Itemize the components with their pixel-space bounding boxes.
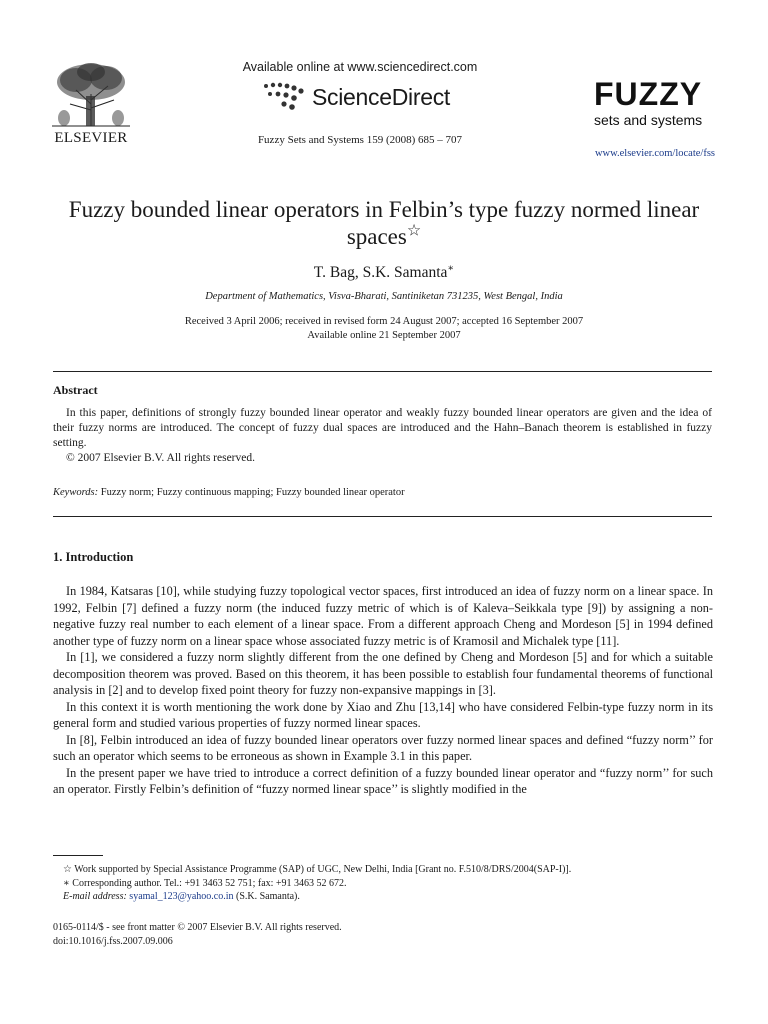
introduction-body — [53, 583, 713, 798]
publisher-name: ELSEVIER — [54, 130, 128, 146]
elsevier-logo — [46, 60, 136, 150]
keywords-text: Fuzzy norm; Fuzzy continuous mapping; Fuzzy bounded linear operator — [100, 487, 405, 498]
received-dates: Received 3 April 2006; received in revised form 24 August 2007; accepted 16 September 2007 — [184, 316, 584, 327]
issn-line: 0165-0114/$ - see front matter © 2007 Elsevier B.V. All rights reserved. — [53, 922, 342, 933]
paper-title — [60, 196, 708, 250]
sciencedirect-wordmark: ScienceDirect — [312, 84, 450, 110]
journal-reference: Fuzzy Sets and Systems 159 (2008) 685 – 707 — [257, 134, 463, 146]
abstract-bottom-rule — [53, 516, 712, 517]
available-online-date: Available online 21 September 2007 — [307, 330, 461, 341]
footnote-email — [53, 890, 713, 904]
footnote-corresponding-text: Corresponding author. Tel.: +91 3463 52 751; fax: +91 3463 52 672. — [72, 877, 347, 889]
email-owner: (S.K. Samanta). — [236, 891, 300, 902]
email-label: E-mail address: — [63, 891, 127, 902]
intro-paragraph: In [1], we considered a fuzzy norm slightly different from the one defined by Cheng and Mordeson [5] and for which a suitable decomposition theorem was proved. Based on this theorem, it has been possible to establish four fundamental theorems of functional analysis in [2] and to develop fixed point theory for fuzzy non-expansive mappings in [3]. — [53, 650, 713, 697]
affiliation: Department of Mathematics, Visva-Bharati, Santiniketan 731235, West Bengal, India — [205, 291, 563, 302]
keywords — [53, 487, 712, 498]
footnote-asterisk-mark: ∗ — [63, 877, 70, 889]
intro-paragraph: In [8], Felbin introduced an idea of fuzzy bounded linear operators over fuzzy normed linear spaces and defined “fuzzy norm’’ for such an operator which seems to be erroneous as shown in Example 3.1 in this paper. — [53, 732, 713, 763]
footnote-rule — [53, 855, 103, 856]
paper-title-text: Fuzzy bounded linear operators in Felbin’s type fuzzy normed linear spaces — [68, 197, 700, 249]
intro-paragraph: In this context it is worth mentioning the work done by Xiao and Zhu [13,14] who have considered Felbin-type fuzzy norm in its general form and studied various properties of fuzzy normed linear spaces. — [53, 699, 713, 730]
keywords-label: Keywords: — [53, 487, 99, 498]
journal-logo — [594, 78, 724, 128]
section-heading: 1. Introduction — [53, 550, 134, 564]
sciencedirect-dots-icon — [262, 82, 306, 112]
intro-paragraph: In the present paper we have tried to introduce a correct definition of a fuzzy bounded linear operator and “fuzzy norm’’ for such an operator. Firstly Felbin’s definition of “fuzzy normed linear space’’ is slightly modified in the — [53, 765, 713, 796]
title-footnote-star[interactable]: ☆ — [406, 222, 422, 240]
abstract-top-rule — [53, 371, 712, 372]
abstract-copyright: © 2007 Elsevier B.V. All rights reserved. — [66, 452, 255, 464]
abstract-heading: Abstract — [53, 383, 98, 397]
doi-line[interactable]: doi:10.1016/j.fss.2007.09.006 — [53, 936, 173, 947]
footnote-corresponding — [53, 877, 713, 891]
footnote-support-text: Work supported by Special Assistance Programme (SAP) of UGC, New Delhi, India [Grant no. F.510/8/DRS/2004(SAP-I)]. — [74, 864, 572, 875]
abstract-body — [53, 406, 712, 466]
corresponding-author-mark[interactable]: ∗ — [447, 262, 455, 274]
available-online-text: Available online at www.sciencedirect.com — [242, 60, 478, 74]
footnotes — [53, 863, 713, 904]
author-names: T. Bag, S.K. Samanta — [313, 264, 448, 281]
journal-logo-main: FUZZY — [594, 76, 703, 112]
footnote-support — [53, 863, 713, 877]
footnote-star-mark: ☆ — [63, 864, 72, 875]
journal-url-link[interactable]: www.elsevier.com/locate/fss — [594, 148, 715, 159]
journal-logo-sub: sets and systems — [594, 112, 703, 128]
intro-paragraph: In 1984, Katsaras [10], while studying fuzzy topological vector spaces, first introduced an idea of fuzzy norm on a linear space. In 1992, Felbin [7] defined a fuzzy norm (the induced fuzzy metric of which is of Kaleva–Seikkala type [9]) by assigning a non-negative fuzzy real number to each element of a linear space. From a different approach Cheng and Mordeson [5] in 1994 defined another type of fuzzy norm on a linear space whose associated fuzzy metric is of Kramosil and Michalek type [11]. — [53, 584, 713, 648]
abstract-text: In this paper, definitions of strongly fuzzy bounded linear operator and weakly fuzzy bounded linear operators are given and the idea of their fuzzy norms are introduced. The concept of fuzzy dual spaces are introduced and the Hahn–Banach theorem is established in fuzzy setting. — [53, 407, 712, 449]
elsevier-tree-icon — [46, 60, 136, 128]
email-link[interactable]: syamal_123@yahoo.co.in — [129, 891, 234, 902]
authors — [60, 264, 708, 282]
article-history — [60, 315, 708, 343]
bottom-note — [53, 921, 713, 949]
